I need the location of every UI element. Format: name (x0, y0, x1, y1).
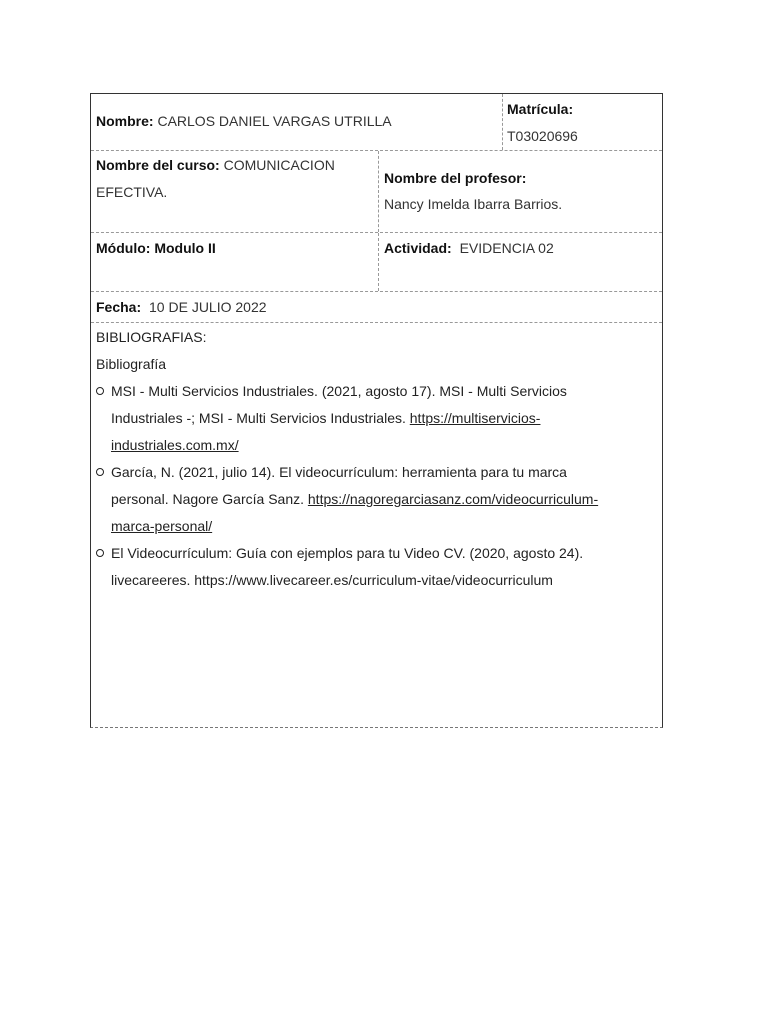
entry-line (111, 486, 646, 513)
profesor-label: Nombre del profesor: (384, 170, 527, 186)
entry-link[interactable]: https://nagoregarciasanz.com/videocurriculum- (307, 491, 599, 507)
entry-text: personal. Nagore García Sanz. (111, 491, 308, 507)
curso-value-line2: EFECTIVA. (96, 184, 168, 200)
entry-link[interactable]: marca-personal/ (111, 518, 213, 534)
curso-label: Nombre del curso: (96, 157, 220, 173)
actividad-value: EVIDENCIA 02 (459, 240, 554, 256)
fecha-field (96, 294, 267, 320)
bibliography-title: BIBLIOGRAFIAS: (96, 329, 207, 345)
row-course (91, 151, 662, 233)
modulo-field (96, 235, 216, 261)
bibliography-entry (96, 540, 646, 594)
entry-line: MSI - Multi Servicios Industriales. (2021, agosto 17). MSI - Multi Servicios (111, 383, 567, 399)
entry-line (111, 405, 646, 432)
nombre-field (96, 108, 392, 134)
nombre-value: CARLOS DANIEL VARGAS UTRILLA (157, 113, 392, 129)
modulo-label: Módulo: (96, 240, 151, 256)
row-module-divider (378, 233, 379, 291)
matricula-label: Matrícula: (507, 101, 574, 117)
entry-line: García, N. (2021, julio 14). El videocurrículum: herramienta para tu marca (111, 464, 567, 480)
circle-bullet-icon (96, 549, 104, 557)
entry-link[interactable]: industriales.com.mx/ (111, 437, 239, 453)
actividad-field (384, 235, 554, 261)
bibliography-entry (96, 459, 646, 540)
curso-value-line1: COMUNICACION (223, 157, 335, 173)
row-module (91, 233, 662, 292)
modulo-value: Modulo II (154, 240, 216, 256)
fecha-label: Fecha: (96, 299, 142, 315)
profesor-value: Nancy Imelda Ibarra Barrios. (384, 196, 563, 212)
circle-bullet-icon (96, 468, 104, 476)
entry-line: livecareeres. https://www.livecareer.es/curriculum-vitae/videocurriculum (111, 572, 553, 588)
bibliography-section (96, 324, 646, 594)
fecha-value: 10 DE JULIO 2022 (149, 299, 267, 315)
bibliography-entry (96, 378, 646, 459)
entry-line: El Videocurrículum: Guía con ejemplos para tu Video CV. (2020, agosto 24). (111, 545, 584, 561)
nombre-label: Nombre: (96, 113, 154, 129)
curso-field (96, 152, 335, 178)
entry-text: Industriales -; MSI - Multi Servicios Industriales. (111, 410, 410, 426)
row-date (91, 292, 662, 323)
row-name (91, 94, 662, 151)
bibliography-heading: Bibliografía (96, 356, 167, 372)
circle-bullet-icon (96, 387, 104, 395)
matricula-value: T03020696 (507, 128, 578, 144)
entry-link[interactable]: https://multiservicios- (409, 410, 541, 426)
row-course-divider (378, 151, 379, 232)
cover-table (90, 93, 663, 728)
actividad-label: Actividad: (384, 240, 452, 256)
row-name-divider (502, 94, 503, 150)
